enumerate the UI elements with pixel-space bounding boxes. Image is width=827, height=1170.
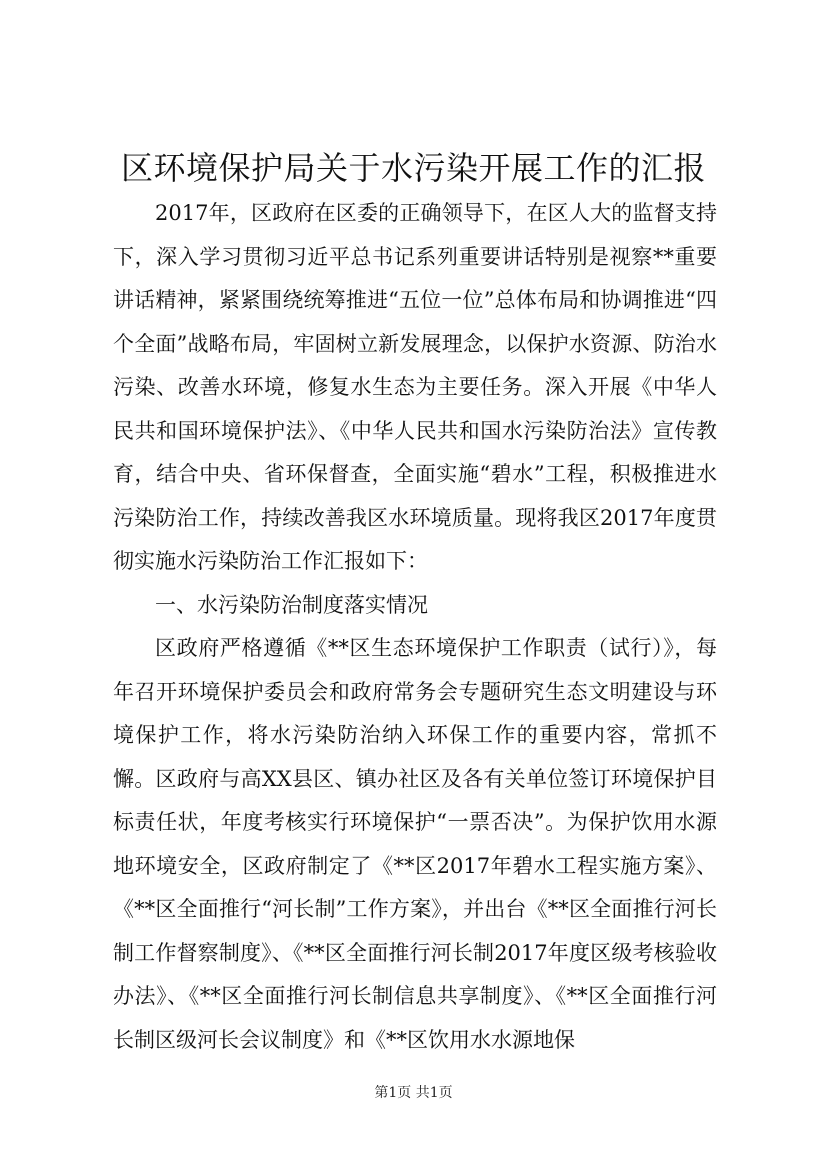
page-footer: 第1页 共1页 [374,1085,453,1101]
body-paragraph-section-1: 区政府严格遵循《**区生态环境保护工作职责（试行）》，每年召开环境保护委员会和政府常务会专题研究生态文明建设与环境保护工作，将水污染防治纳入环保工作的重要内容，常抓不懈。区政府与高XX县区、镇办社区及各有关单位签订环境保护目标责任状，年度考核实行环境保护“一票否决”。为保护饮用水源地环境安全，区政府制定了《**区2017年碧水工程实施方案》、《**区全面推行“河长制”工作方案》，并出台《**区全面推行河长制工作督察制度》、《**区全面推行河长制2017年度区级考核验收办法》、《**区全面推行河长制信息共享制度》、《**区全面推行河长制区级河长会议制度》和《**区饮用水水源地保 [113,636,717,1052]
body-paragraph-intro: 2017年，区政府在区委的正确领导下，在区人大的监督支持下，深入学习贯彻习近平总书记系列重要讲话特别是视察**重要讲话精神，紧紧围绕统筹推进“五位一位”总体布局和协调推进“四个全面”战略布局，牢固树立新发展理念，以保护水资源、防治水污染、改善水环境，修复水生态为主要任务。深入开展《中华人民共和国环境保护法》、《中华人民共和国水污染防治法》宣传教育，结合中央、省环保督查，全面实施“碧水”工程，积极推进水污染防治工作，持续改善我区水环境质量。现将我区2017年度贯彻实施水污染防治工作汇报如下： [113,201,717,573]
document-body [113,192,717,1062]
section-heading-1: 一、水污染防治制度落实情况 [155,592,428,617]
document-title: 区环境保护局关于水污染开展工作的汇报 [120,149,706,187]
